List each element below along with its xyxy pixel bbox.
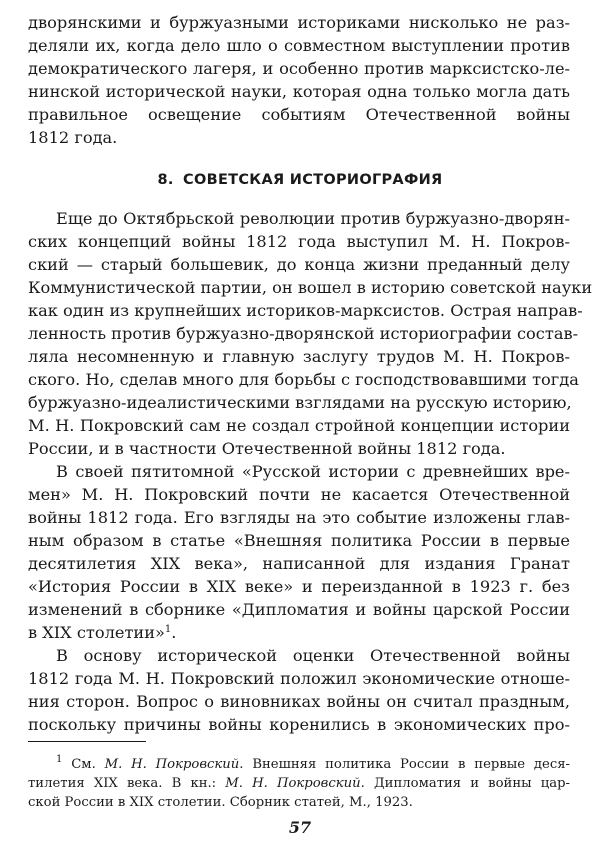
text-line: деляли их, когда дело шло о совместном выступлении против	[28, 36, 570, 55]
footnote-text: тилетия XIX века. В кн.:	[28, 776, 217, 791]
text-line: ния сторон. Вопрос о виновниках войны он считал праздным,	[28, 692, 570, 711]
text-line: в XIX столетии»$^1$.	[28, 623, 177, 642]
text-line: изменений в сборнике «Дипломатия и войны царской России	[28, 600, 570, 619]
section-number: 8.	[157, 172, 174, 188]
text-line: ских концепций войны 1812 года выступил М. Н. Покров-	[28, 232, 570, 251]
text-line: В своей пятитомной «Русской истории с древнейших вре-	[56, 462, 570, 481]
text-line: Коммунистической партии, он вошел в историю советской науки	[28, 278, 593, 297]
footnote-prefix: См.	[71, 757, 96, 772]
footnote-divider	[28, 741, 146, 742]
text-line: В основу исторической оценки Отечественной войны	[56, 646, 570, 665]
text-fragment: в XIX столетии»	[28, 623, 165, 642]
text-line: правильное освещение событиям Отечественной войны	[28, 105, 570, 124]
footnote-author: М. Н. Покровский.	[104, 757, 244, 772]
text-line: демократического лагеря, и особенно против марксистско-ле-	[28, 59, 570, 78]
text-line: Еще до Октябрьской революции против буржуазно-дворян-	[56, 209, 570, 228]
text-line: как один из крупнейших историков-марксистов. Острая направ-	[28, 301, 583, 320]
text-line: ский — старый большевик, до конца жизни преданный делу	[28, 255, 570, 274]
text-line: войны 1812 года. Его взгляды на это событие изложены глав-	[28, 508, 570, 527]
text-line: десятилетия XIX века», написанной для издания Гранат	[28, 554, 570, 573]
footnote-line: ской России в XIX столетии. Сборник статей, М., 1923.	[28, 795, 413, 810]
footnote-line	[56, 756, 570, 775]
text-line: «История России в XIX веке» и переизданной в 1923 г. без	[28, 577, 570, 596]
footnote-ref[interactable]: 1	[164, 624, 172, 635]
text-line: буржуазно-идеалистическими взглядами на русскую историю,	[28, 393, 572, 412]
text-line: ленность против буржуазно-дворянской историографии состав-	[28, 324, 579, 343]
footnote-number: 1	[56, 754, 63, 765]
text-line: ным образом в статье «Внешняя политика России в первые	[28, 531, 570, 550]
text-line: России, и в частности Отечественной войны 1812 года.	[28, 439, 506, 458]
text-line: 1812 года.	[28, 128, 118, 147]
text-line: ляла несомненную и главную заслугу трудов М. Н. Покров-	[28, 347, 570, 366]
text-line: 1812 года М. Н. Покровский положил экономические отноше-	[28, 669, 570, 688]
footnote-text: Дипломатия и войны цар-	[373, 776, 571, 791]
footnote-text: Внешняя политика России в первые деся-	[252, 757, 570, 772]
footnote-line	[28, 775, 570, 793]
page-number: 57	[288, 818, 312, 837]
section-title: СОВЕТСКАЯ ИСТОРИОГРАФИЯ	[183, 172, 443, 188]
footnote-author: М. Н. Покровский.	[225, 776, 365, 791]
text-line: нинской исторической науки, которая одна только могла дать	[28, 82, 570, 101]
section-heading	[0, 172, 600, 188]
text-line: поскольку причины войны коренились в экономических про-	[28, 715, 570, 734]
text-line: дворянскими и буржуазными историками нисколько не раз-	[28, 13, 570, 32]
text-line: ского. Но, сделав много для борьбы с господствовавшими тогда	[28, 370, 579, 389]
text-line: мен» М. Н. Покровский почти не касается Отечественной	[28, 485, 570, 504]
text-line: М. Н. Покровский сам не создал стройной концепции истории	[28, 416, 570, 435]
